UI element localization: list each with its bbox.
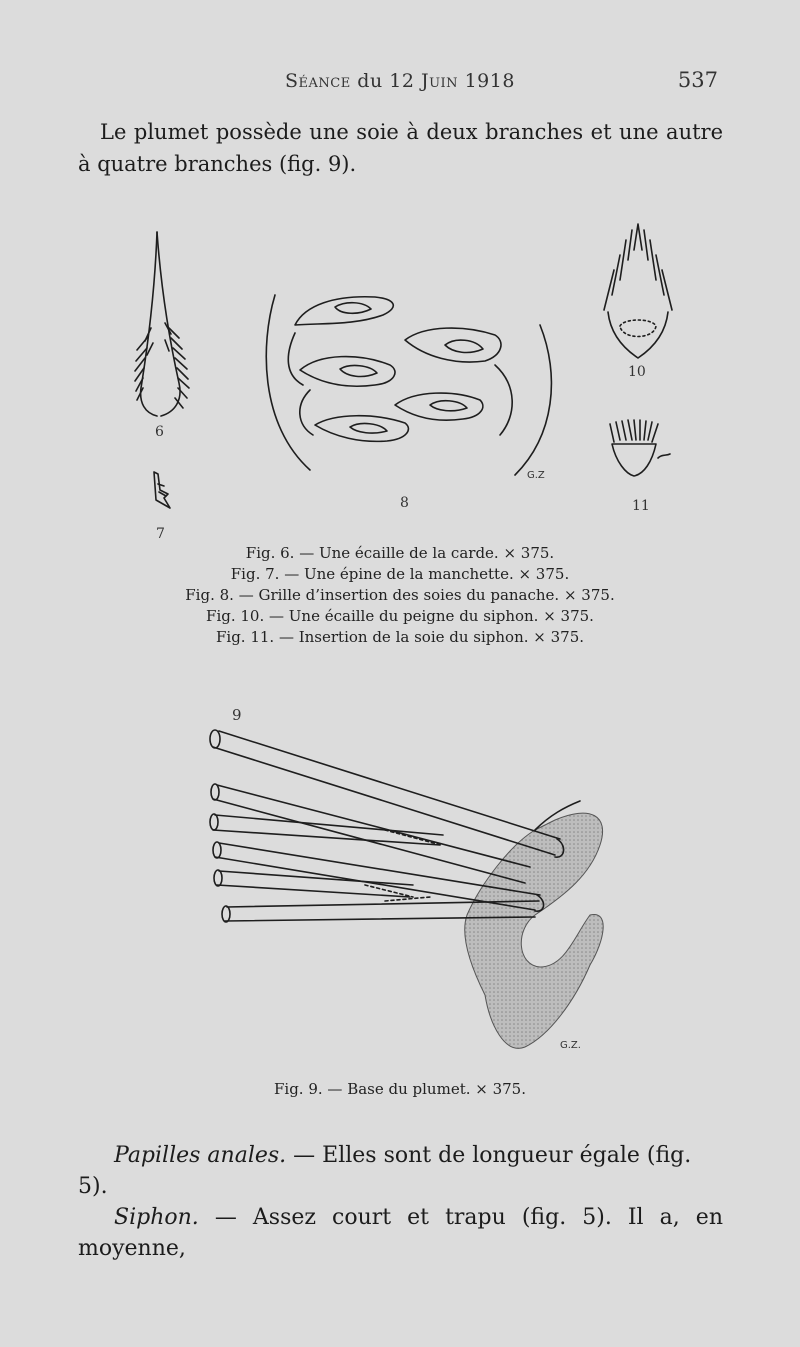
figure-11-drawing — [604, 418, 674, 478]
body-text — [78, 1140, 723, 1264]
text-siphon: — Assez court et trapu (fig. 5). Il a, en moyenne, — [78, 1205, 723, 1261]
header-du: du 12 — [350, 70, 421, 92]
header-seance: Séance — [285, 70, 351, 92]
text-papilles: — Elles sont de longueur égale (fig. 5). — [78, 1143, 692, 1199]
figure-6-label: 6 — [155, 424, 164, 440]
caption-fig-7: Fig. 7. — Une épine de la manchette. × 375. — [230, 565, 570, 583]
term-papilles: Papilles anales. — [114, 1143, 287, 1168]
figure-10-label: 10 — [628, 364, 646, 380]
paragraph-papilles — [78, 1140, 723, 1202]
figure-7-label: 7 — [156, 526, 165, 542]
figure-11-label: 11 — [632, 498, 650, 514]
paragraph-siphon — [78, 1202, 723, 1264]
figure-captions — [0, 543, 800, 648]
header-juin: Juin — [420, 70, 459, 92]
caption-fig-6: Fig. 6. — Une écaille de la carde. × 375. — [245, 544, 555, 562]
intro-paragraph: Le plumet possède une soie à deux branches et une autre à quatre branches (fig. 9). — [78, 120, 723, 176]
caption-fig-10: Fig. 10. — Une écaille du peigne du siphon. × 375. — [206, 607, 594, 625]
figure-10-drawing — [598, 220, 678, 360]
figure-9-signature: G.Z. — [560, 1040, 581, 1051]
caption-fig-11: Fig. 11. — Insertion de la soie du siphon. × 375. — [215, 628, 585, 646]
figure-6-drawing — [135, 228, 195, 428]
page-number: 537 — [677, 68, 718, 92]
term-siphon: Siphon. — [114, 1205, 199, 1230]
figure-9-drawing — [205, 735, 625, 1065]
header-year: 1918 — [458, 70, 515, 92]
caption-fig-8: Fig. 8. — Grille d’insertion des soies du panache. × 375. — [185, 586, 615, 604]
caption-fig-9: Fig. 9. — Base du plumet. × 375. — [274, 1080, 526, 1098]
figure-7-drawing — [150, 470, 180, 515]
figure-9-label: 9 — [232, 706, 242, 724]
figure-8-drawing — [255, 285, 575, 485]
figure-8-signature: G.Z — [527, 470, 545, 481]
figure-8-label: 8 — [400, 495, 409, 511]
